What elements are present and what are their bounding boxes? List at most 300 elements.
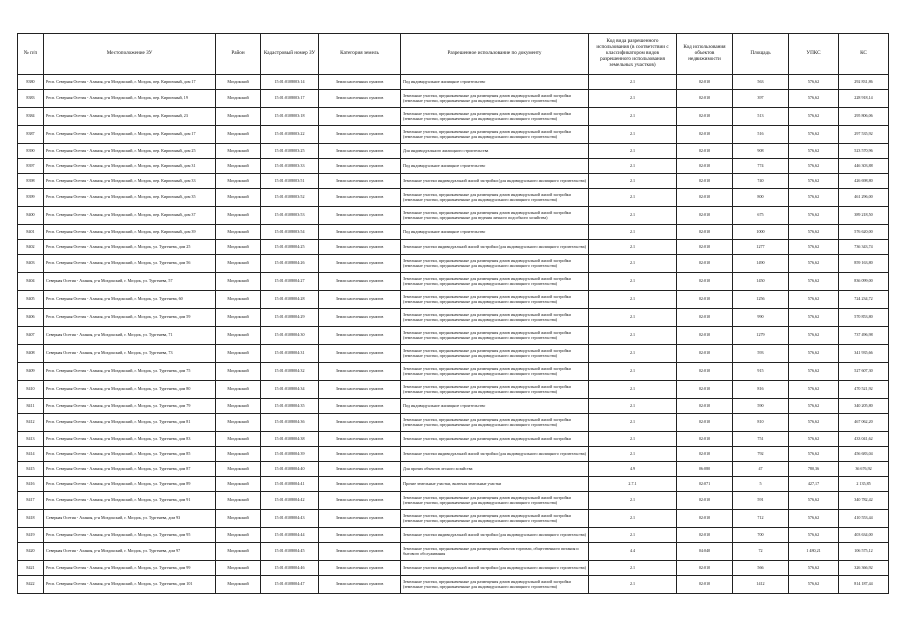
area-cell: 908: [733, 144, 789, 159]
table-row: [18, 75, 889, 90]
table-row: [18, 447, 889, 462]
upks-cell: 576,62: [789, 447, 839, 462]
table-row: [18, 363, 889, 381]
property-use-code-cell: 04:040: [677, 543, 733, 561]
upks-cell: 576,62: [789, 309, 839, 327]
district-cell: Моздокский: [216, 75, 261, 90]
row-number: 8409: [18, 363, 44, 381]
cadastral-number-cell: 15:01:0108004:40: [261, 462, 319, 477]
district-cell: Моздокский: [216, 399, 261, 414]
area-cell: 990: [733, 309, 789, 327]
row-number: 8419: [18, 528, 44, 543]
ks-cell: 36 676,92: [839, 462, 889, 477]
ks-cell: 410 553,44: [839, 510, 889, 528]
property-use-code-cell: 02:010: [677, 75, 733, 90]
district-cell: Моздокский: [216, 159, 261, 174]
area-cell: 566: [733, 561, 789, 576]
use-code-cell: 2.1: [589, 561, 677, 576]
row-number: 8410: [18, 381, 44, 399]
area-cell: 1277: [733, 240, 789, 255]
location-cell: Респ. Северная Осетия - Алания, р-н Моздокский, г. Моздок, пер. Кирпичный, дом 35: [44, 189, 216, 207]
use-code-cell: 2.1: [589, 189, 677, 207]
district-cell: Моздокский: [216, 492, 261, 510]
area-cell: 915: [733, 363, 789, 381]
area-cell: 1412: [733, 576, 789, 594]
row-number: 8414: [18, 447, 44, 462]
property-use-code-cell: 02:010: [677, 447, 733, 462]
cadastral-number-cell: 15:01:0108003:52: [261, 189, 319, 207]
ks-cell: 340 782,42: [839, 492, 889, 510]
use-code-cell: 2.1: [589, 345, 677, 363]
location-cell: Респ. Северная Осетия - Алания, р-н Моздокский, г. Моздок, пер. Кирпичный, дом 17: [44, 126, 216, 144]
cadastral-number-cell: 15:01:0108004:28: [261, 291, 319, 309]
row-number: 8384: [18, 108, 44, 126]
table-row: [18, 108, 889, 126]
row-number: 8406: [18, 309, 44, 327]
land-category-cell: Земли населенных пунктов: [319, 528, 401, 543]
table-row: [18, 255, 889, 273]
area-cell: 72: [733, 543, 789, 561]
land-category-cell: Земли населенных пунктов: [319, 510, 401, 528]
upks-cell: 427,17: [789, 477, 839, 492]
ks-cell: 426 698,80: [839, 174, 889, 189]
area-cell: 810: [733, 414, 789, 432]
row-number: 8416: [18, 477, 44, 492]
location-cell: Респ. Северная Осетия - Алания, р-н Моздокский, г. Моздок, пер. Кирпичный, 23: [44, 108, 216, 126]
district-cell: Моздокский: [216, 225, 261, 240]
row-number: 8401: [18, 225, 44, 240]
use-code-cell: 2.1: [589, 225, 677, 240]
location-cell: Северная Осетия - Алания, р-н Моздокский, г. Моздок, ул. Тургенева, дом 97: [44, 543, 216, 561]
location-cell: Респ. Северная Осетия - Алания, р-н Моздокский, г. Моздок, пер. Кирпичный, дом 37: [44, 207, 216, 225]
location-cell: Респ. Северная Осетия - Алания, р-н Моздокский, г. Моздок, ул. Тургенева, дом 56: [44, 255, 216, 273]
permitted-use-cell: Земельные участки, предназначенные для размещения домов индивидуальной жилой застройки (земельные участки, предназначенные для индивидуального жилищного строительства): [401, 414, 589, 432]
district-cell: Моздокский: [216, 309, 261, 327]
location-cell: Респ. Северная Осетия - Алания, р-н Моздокский, г. Моздок, ул. Тургенева, 60: [44, 291, 216, 309]
district-cell: Моздокский: [216, 189, 261, 207]
ks-cell: 228 918,14: [839, 90, 889, 108]
land-category-cell: Земли населенных пунктов: [319, 381, 401, 399]
land-category-cell: Земли населенных пунктов: [319, 90, 401, 108]
district-cell: Моздокский: [216, 207, 261, 225]
land-category-cell: Земли населенных пунктов: [319, 174, 401, 189]
ks-cell: 389 218,50: [839, 207, 889, 225]
land-category-cell: Земли населенных пунктов: [319, 144, 401, 159]
area-cell: 563: [733, 75, 789, 90]
use-code-cell: 2.1: [589, 528, 677, 543]
land-plots-table: [17, 33, 889, 594]
property-use-code-cell: 02:010: [677, 528, 733, 543]
permitted-use-cell: Земельные участки, предназначенные для размещения домов индивидуальной жилой застройки (земельные участки, предназначенные для индивидуального жилищного строительства): [401, 363, 589, 381]
header-cell: Кадастровый номер ЗУ: [261, 34, 319, 75]
table-row: [18, 207, 889, 225]
cadastral-number-cell: 15:01:0108004:32: [261, 363, 319, 381]
use-code-cell: 2.1: [589, 381, 677, 399]
upks-cell: 576,62: [789, 399, 839, 414]
upks-cell: 576,62: [789, 255, 839, 273]
table-row: [18, 273, 889, 291]
area-cell: 1256: [733, 291, 789, 309]
land-category-cell: Земли населенных пунктов: [319, 225, 401, 240]
district-cell: Моздокский: [216, 273, 261, 291]
row-number: 8402: [18, 240, 44, 255]
district-cell: Моздокский: [216, 345, 261, 363]
upks-cell: 576,62: [789, 345, 839, 363]
table-row: [18, 477, 889, 492]
cadastral-number-cell: 15:01:0108003:54: [261, 225, 319, 240]
property-use-code-cell: 02:010: [677, 174, 733, 189]
district-cell: Моздокский: [216, 327, 261, 345]
cadastral-number-cell: 15:01:0108004:42: [261, 492, 319, 510]
table-row: [18, 510, 889, 528]
location-cell: Респ. Северная Осетия - Алания, р-н Моздокский, г. Моздок, ул. Тургенева, дом 99: [44, 561, 216, 576]
property-use-code-cell: 02:010: [677, 144, 733, 159]
area-cell: 516: [733, 126, 789, 144]
property-use-code-cell: 06:080: [677, 462, 733, 477]
area-cell: 1490: [733, 255, 789, 273]
district-cell: Моздокский: [216, 414, 261, 432]
ks-cell: 527 607,30: [839, 363, 889, 381]
upks-cell: 576,62: [789, 510, 839, 528]
table-row: [18, 327, 889, 345]
upks-cell: 576,62: [789, 432, 839, 447]
ks-cell: 859 163,80: [839, 255, 889, 273]
property-use-code-cell: 02:010: [677, 90, 733, 108]
location-cell: Респ. Северная Осетия - Алания, р-н Моздокский, г. Моздок, ул. Тургенева, дом 81: [44, 414, 216, 432]
permitted-use-cell: Земельные участки индивидуальной жилой застройки (для индивидуального жилищного строительства): [401, 528, 589, 543]
cadastral-number-cell: 15:01:0108004:38: [261, 432, 319, 447]
row-number: 8415: [18, 462, 44, 477]
cadastral-number-cell: 15:01:0108004:31: [261, 345, 319, 363]
area-cell: 1279: [733, 327, 789, 345]
use-code-cell: 2.1: [589, 144, 677, 159]
upks-cell: 576,62: [789, 492, 839, 510]
location-cell: Респ. Северная Осетия - Алания, р-н Моздокский, г. Моздок, пер. Кирпичный, дом 17: [44, 75, 216, 90]
table-row: [18, 399, 889, 414]
land-category-cell: Земли населенных пунктов: [319, 126, 401, 144]
upks-cell: 576,62: [789, 75, 839, 90]
upks-cell: 576,62: [789, 561, 839, 576]
area-cell: 590: [733, 399, 789, 414]
district-cell: Моздокский: [216, 240, 261, 255]
upks-cell: 576,62: [789, 414, 839, 432]
use-code-cell: 2.1: [589, 447, 677, 462]
area-cell: 774: [733, 159, 789, 174]
use-code-cell: 2.1: [589, 363, 677, 381]
upks-cell: 576,62: [789, 189, 839, 207]
district-cell: Моздокский: [216, 255, 261, 273]
property-use-code-cell: 02:010: [677, 432, 733, 447]
row-number: 8412: [18, 414, 44, 432]
cadastral-number-cell: 15:01:0108004:34: [261, 381, 319, 399]
ks-cell: 433 041,62: [839, 432, 889, 447]
use-code-cell: 2.1: [589, 255, 677, 273]
permitted-use-cell: Земельные участки, предназначенные для размещения домов индивидуальной жилой застройки (земельные участки, предназначенные для индивидуального жилищного строительства): [401, 345, 589, 363]
land-category-cell: Земли населенных пунктов: [319, 291, 401, 309]
property-use-code-cell: 02:010: [677, 108, 733, 126]
location-cell: Респ. Северная Осетия - Алания, р-н Моздокский, г. Моздок, пер. Кирпичный, 19: [44, 90, 216, 108]
row-number: 8399: [18, 189, 44, 207]
district-cell: Моздокский: [216, 363, 261, 381]
row-number: 8408: [18, 345, 44, 363]
table-row: [18, 291, 889, 309]
location-cell: Северная Осетия - Алания, р-н Моздокский, г. Моздок, ул. Тургенева, дом 93: [44, 510, 216, 528]
cadastral-number-cell: 15:01:0108004:25: [261, 240, 319, 255]
use-code-cell: 2.1: [589, 399, 677, 414]
area-cell: 397: [733, 90, 789, 108]
land-category-cell: Земли населенных пунктов: [319, 273, 401, 291]
use-code-cell: 4.4: [589, 543, 677, 561]
district-cell: Моздокский: [216, 381, 261, 399]
district-cell: Моздокский: [216, 90, 261, 108]
row-number: 8398: [18, 174, 44, 189]
cadastral-number-cell: 15:01:0108004:45: [261, 543, 319, 561]
permitted-use-cell: Земельные участки, предназначенные для размещения домов индивидуальной жилой застройки (земельные участки, предназначенные для индивидуального жилищного строительства): [401, 189, 589, 207]
header-cell: Код вида разрешенного использования (в соответствии с классификатором видов разрешенного использования земельных участков): [589, 34, 677, 75]
table-row: [18, 144, 889, 159]
row-number: 8418: [18, 510, 44, 528]
use-code-cell: 2.1: [589, 291, 677, 309]
permitted-use-cell: Под индивидуальное жилищное строительство: [401, 225, 589, 240]
table-row: [18, 225, 889, 240]
cadastral-number-cell: 15:01:0108004:43: [261, 510, 319, 528]
location-cell: Респ. Северная Осетия - Алания, р-н Моздокский, г. Моздок, ул. Тургенева, дом 59: [44, 309, 216, 327]
use-code-cell: 2.1: [589, 414, 677, 432]
upks-cell: 576,62: [789, 108, 839, 126]
property-use-code-cell: 02:010: [677, 255, 733, 273]
location-cell: Респ. Северная Осетия - Алания, р-н Моздокский, г. Моздок, ул. Тургенева, дом 91: [44, 492, 216, 510]
row-number: 8407: [18, 327, 44, 345]
location-cell: Респ. Северная Осетия - Алания, р-н Моздокский, г. Моздок, ул. Тургенева, дом 85: [44, 447, 216, 462]
upks-cell: 576,62: [789, 144, 839, 159]
location-cell: Респ. Северная Осетия - Алания, р-н Моздокский, г. Моздок, ул. Тургенева, дом 89: [44, 477, 216, 492]
land-category-cell: Земли населенных пунктов: [319, 189, 401, 207]
row-number: 8411: [18, 399, 44, 414]
header-cell: Категория земель: [319, 34, 401, 75]
district-cell: Моздокский: [216, 462, 261, 477]
permitted-use-cell: Земельные участки, предназначенные для размещения домов индивидуальной жилой застройки (земельные участки, предназначенные для индивидуального жилищного строительства): [401, 381, 589, 399]
header-cell: Район: [216, 34, 261, 75]
district-cell: Моздокский: [216, 144, 261, 159]
ks-cell: 523 570,96: [839, 144, 889, 159]
area-cell: 5: [733, 477, 789, 492]
table-row: [18, 576, 889, 594]
area-cell: 712: [733, 510, 789, 528]
use-code-cell: 2.1: [589, 576, 677, 594]
cadastral-number-cell: 15:01:0108003:51: [261, 174, 319, 189]
ks-cell: 340 205,80: [839, 399, 889, 414]
permitted-use-cell: Прочие земельные участки, включая земельные участки: [401, 477, 589, 492]
row-number: 8405: [18, 291, 44, 309]
land-category-cell: Земли населенных пунктов: [319, 561, 401, 576]
ks-cell: 326 366,92: [839, 561, 889, 576]
location-cell: Респ. Северная Осетия - Алания, р-н Моздокский, г. Моздок, пер. Кирпичный, дом 25: [44, 144, 216, 159]
ks-cell: 2 135,85: [839, 477, 889, 492]
property-use-code-cell: 02:010: [677, 159, 733, 174]
cadastral-number-cell: 15:01:0108003:53: [261, 207, 319, 225]
header-cell: Код использования объектов недвижимости: [677, 34, 733, 75]
upks-cell: 576,62: [789, 381, 839, 399]
property-use-code-cell: 02:010: [677, 399, 733, 414]
location-cell: Респ. Северная Осетия - Алания, р-н Моздокский, г. Моздок, ул. Тургенева, дом 95: [44, 528, 216, 543]
cadastral-number-cell: 15:01:0108004:36: [261, 414, 319, 432]
property-use-code-cell: 02:010: [677, 492, 733, 510]
property-use-code-cell: 02:010: [677, 414, 733, 432]
cadastral-number-cell: 15:01:0108004:26: [261, 255, 319, 273]
property-use-code-cell: 02:071: [677, 477, 733, 492]
property-use-code-cell: 02:010: [677, 327, 733, 345]
use-code-cell: 2.1: [589, 207, 677, 225]
location-cell: Северная Осетия - Алания, р-н Моздокский, г. Моздок, ул. Тургенева, 57: [44, 273, 216, 291]
row-number: 8387: [18, 126, 44, 144]
table-row: [18, 90, 889, 108]
permitted-use-cell: Земельные участки, предназначенные для размещения домов индивидуальной жилой застройки (земельные участки, предназначенные для индивидуального жилищного строительства): [401, 309, 589, 327]
ks-cell: 456 683,04: [839, 447, 889, 462]
row-number: 8390: [18, 144, 44, 159]
land-category-cell: Земли населенных пунктов: [319, 75, 401, 90]
table-row: [18, 432, 889, 447]
permitted-use-cell: Под индивидуальное жилищное строительство: [401, 159, 589, 174]
ks-cell: 724 234,72: [839, 291, 889, 309]
area-cell: 816: [733, 381, 789, 399]
ks-cell: 446 303,88: [839, 159, 889, 174]
table-row: [18, 159, 889, 174]
ks-cell: 461 296,00: [839, 189, 889, 207]
area-cell: 675: [733, 207, 789, 225]
location-cell: Респ. Северная Осетия - Алания, р-н Моздокский, г. Моздок, пер. Кирпичный, дом 31: [44, 159, 216, 174]
location-cell: Северная Осетия - Алания, р-н Моздокский, г. Моздок, ул. Тургенева, 71: [44, 327, 216, 345]
header-cell: Разрешенное использование по документу: [401, 34, 589, 75]
cadastral-number-cell: 15:01:0108004:27: [261, 273, 319, 291]
area-cell: 740: [733, 174, 789, 189]
table-row: [18, 126, 889, 144]
use-code-cell: 2.7.1: [589, 477, 677, 492]
district-cell: Моздокский: [216, 561, 261, 576]
permitted-use-cell: Земельные участки, предназначенные для размещения домов индивидуальной жилой застройки (земельные участки, предназначенные для индивидуального жилищного строительства): [401, 492, 589, 510]
property-use-code-cell: 02:010: [677, 309, 733, 327]
cadastral-number-cell: 15:01:0108003:22: [261, 126, 319, 144]
use-code-cell: 2.1: [589, 432, 677, 447]
ks-cell: 470 521,92: [839, 381, 889, 399]
cadastral-number-cell: 15:01:0108004:44: [261, 528, 319, 543]
area-cell: 1000: [733, 225, 789, 240]
row-number: 8400: [18, 207, 44, 225]
ks-cell: 297 535,92: [839, 126, 889, 144]
permitted-use-cell: Земельные участки, предназначенные для размещения домов индивидуальной жилой застройки (земельные участки, предназначенные для индивидуального жилищного строительства): [401, 273, 589, 291]
cadastral-number-cell: 15:01:0108004:46: [261, 561, 319, 576]
row-number: 8417: [18, 492, 44, 510]
header-cell: Местоположение ЗУ: [44, 34, 216, 75]
permitted-use-cell: Земельные участки, предназначенные для размещения домов индивидуальной жилой застройки (земельные участки, предназначенные для индивидуального жилищного строительства): [401, 255, 589, 273]
location-cell: Респ. Северная Осетия - Алания, р-н Моздокский, г. Моздок, пер. Кирпичный, дом 33: [44, 174, 216, 189]
area-cell: 800: [733, 189, 789, 207]
row-number: 8413: [18, 432, 44, 447]
ks-cell: 737 496,98: [839, 327, 889, 345]
permitted-use-cell: Под индивидуальное жилищное строительство: [401, 75, 589, 90]
area-cell: 47: [733, 462, 789, 477]
header-cell: УПКС: [789, 34, 839, 75]
property-use-code-cell: 02:010: [677, 381, 733, 399]
upks-cell: 780,36: [789, 462, 839, 477]
table-row: [18, 345, 889, 363]
cadastral-number-cell: 15:01:0108004:39: [261, 447, 319, 462]
district-cell: Моздокский: [216, 510, 261, 528]
district-cell: Моздокский: [216, 432, 261, 447]
use-code-cell: 2.1: [589, 159, 677, 174]
ks-cell: 403 634,00: [839, 528, 889, 543]
land-category-cell: Земли населенных пунктов: [319, 399, 401, 414]
cadastral-number-cell: 15:01:0108003:14: [261, 75, 319, 90]
property-use-code-cell: 02:010: [677, 126, 733, 144]
row-number: 8420: [18, 543, 44, 561]
permitted-use-cell: Земельные участки индивидуальной жилой застройки (для индивидуального жилищного строительства): [401, 561, 589, 576]
property-use-code-cell: 02:010: [677, 576, 733, 594]
land-category-cell: Земли населенных пунктов: [319, 447, 401, 462]
use-code-cell: 2.1: [589, 492, 677, 510]
permitted-use-cell: Земельные участки, предназначенные для размещения домов индивидуальной жилой застройки: [401, 432, 589, 447]
land-category-cell: Земли населенных пунктов: [319, 309, 401, 327]
upks-cell: 576,62: [789, 327, 839, 345]
land-category-cell: Земли населенных пунктов: [319, 492, 401, 510]
use-code-cell: 4.9: [589, 462, 677, 477]
property-use-code-cell: 02:010: [677, 189, 733, 207]
row-number: 8404: [18, 273, 44, 291]
table-row: [18, 309, 889, 327]
row-number: 8397: [18, 159, 44, 174]
area-cell: 593: [733, 345, 789, 363]
ks-cell: 292 831,86: [839, 75, 889, 90]
cadastral-number-cell: 15:01:0108004:30: [261, 327, 319, 345]
permitted-use-cell: Для прочих объектов лесного хозяйства: [401, 462, 589, 477]
location-cell: Респ. Северная Осетия - Алания, р-н Моздокский, г. Моздок, ул. Тургенева, дом 101: [44, 576, 216, 594]
cadastral-number-cell: 15:01:0108003:25: [261, 144, 319, 159]
table-row: [18, 189, 889, 207]
location-cell: Респ. Северная Осетия - Алания, р-н Моздокский, г. Моздок, ул. Тургенева, дом 79: [44, 399, 216, 414]
land-category-cell: Земли населенных пунктов: [319, 255, 401, 273]
land-category-cell: Земли населенных пунктов: [319, 477, 401, 492]
area-cell: 591: [733, 492, 789, 510]
property-use-code-cell: 02:010: [677, 345, 733, 363]
district-cell: Моздокский: [216, 528, 261, 543]
use-code-cell: 2.1: [589, 108, 677, 126]
cadastral-number-cell: 15:01:0108003:18: [261, 108, 319, 126]
location-cell: Респ. Северная Осетия - Алания, р-н Моздокский, г. Моздок, пер. Кирпичный, дом 39: [44, 225, 216, 240]
district-cell: Моздокский: [216, 543, 261, 561]
permitted-use-cell: Земельные участки индивидуальной жилой застройки (для индивидуального жилищного строительства): [401, 240, 589, 255]
ks-cell: 341 935,66: [839, 345, 889, 363]
table-row: [18, 414, 889, 432]
header-cell: Площадь: [733, 34, 789, 75]
district-cell: Моздокский: [216, 108, 261, 126]
permitted-use-cell: Земельные участки, предназначенные для размещения домов индивидуальной жилой застройки (земельные участки, предназначенные для индивидуального жилищного строительства): [401, 90, 589, 108]
table-row: [18, 528, 889, 543]
location-cell: Респ. Северная Осетия - Алания, р-н Моздокский, г. Моздок, ул. Тургенева, дом 87: [44, 462, 216, 477]
permitted-use-cell: Земельные участки, предназначенные для размещения домов индивидуальной жилой застройки (земельные участки, предназначенные для индивидуального жилищного строительства): [401, 126, 589, 144]
use-code-cell: 2.1: [589, 240, 677, 255]
row-number: 8403: [18, 255, 44, 273]
use-code-cell: 2.1: [589, 75, 677, 90]
table-header-row: [18, 34, 889, 75]
use-code-cell: 2.1: [589, 273, 677, 291]
area-cell: 792: [733, 447, 789, 462]
use-code-cell: 2.1: [589, 174, 677, 189]
upks-cell: 576,62: [789, 363, 839, 381]
land-category-cell: Земли населенных пунктов: [319, 576, 401, 594]
cadastral-number-cell: 15:01:0108003:33: [261, 159, 319, 174]
permitted-use-cell: Земельные участки, предназначенные для размещения домов индивидуальной жилой застройки (земельные участки, предназначенные для индивидуального жилищного строительства): [401, 108, 589, 126]
permitted-use-cell: Земельные участки, предназначенные для размещения домов индивидуальной жилой застройки (земельные участки, предназначенные для индивидуального жилищного строительства): [401, 291, 589, 309]
upks-cell: 576,62: [789, 291, 839, 309]
